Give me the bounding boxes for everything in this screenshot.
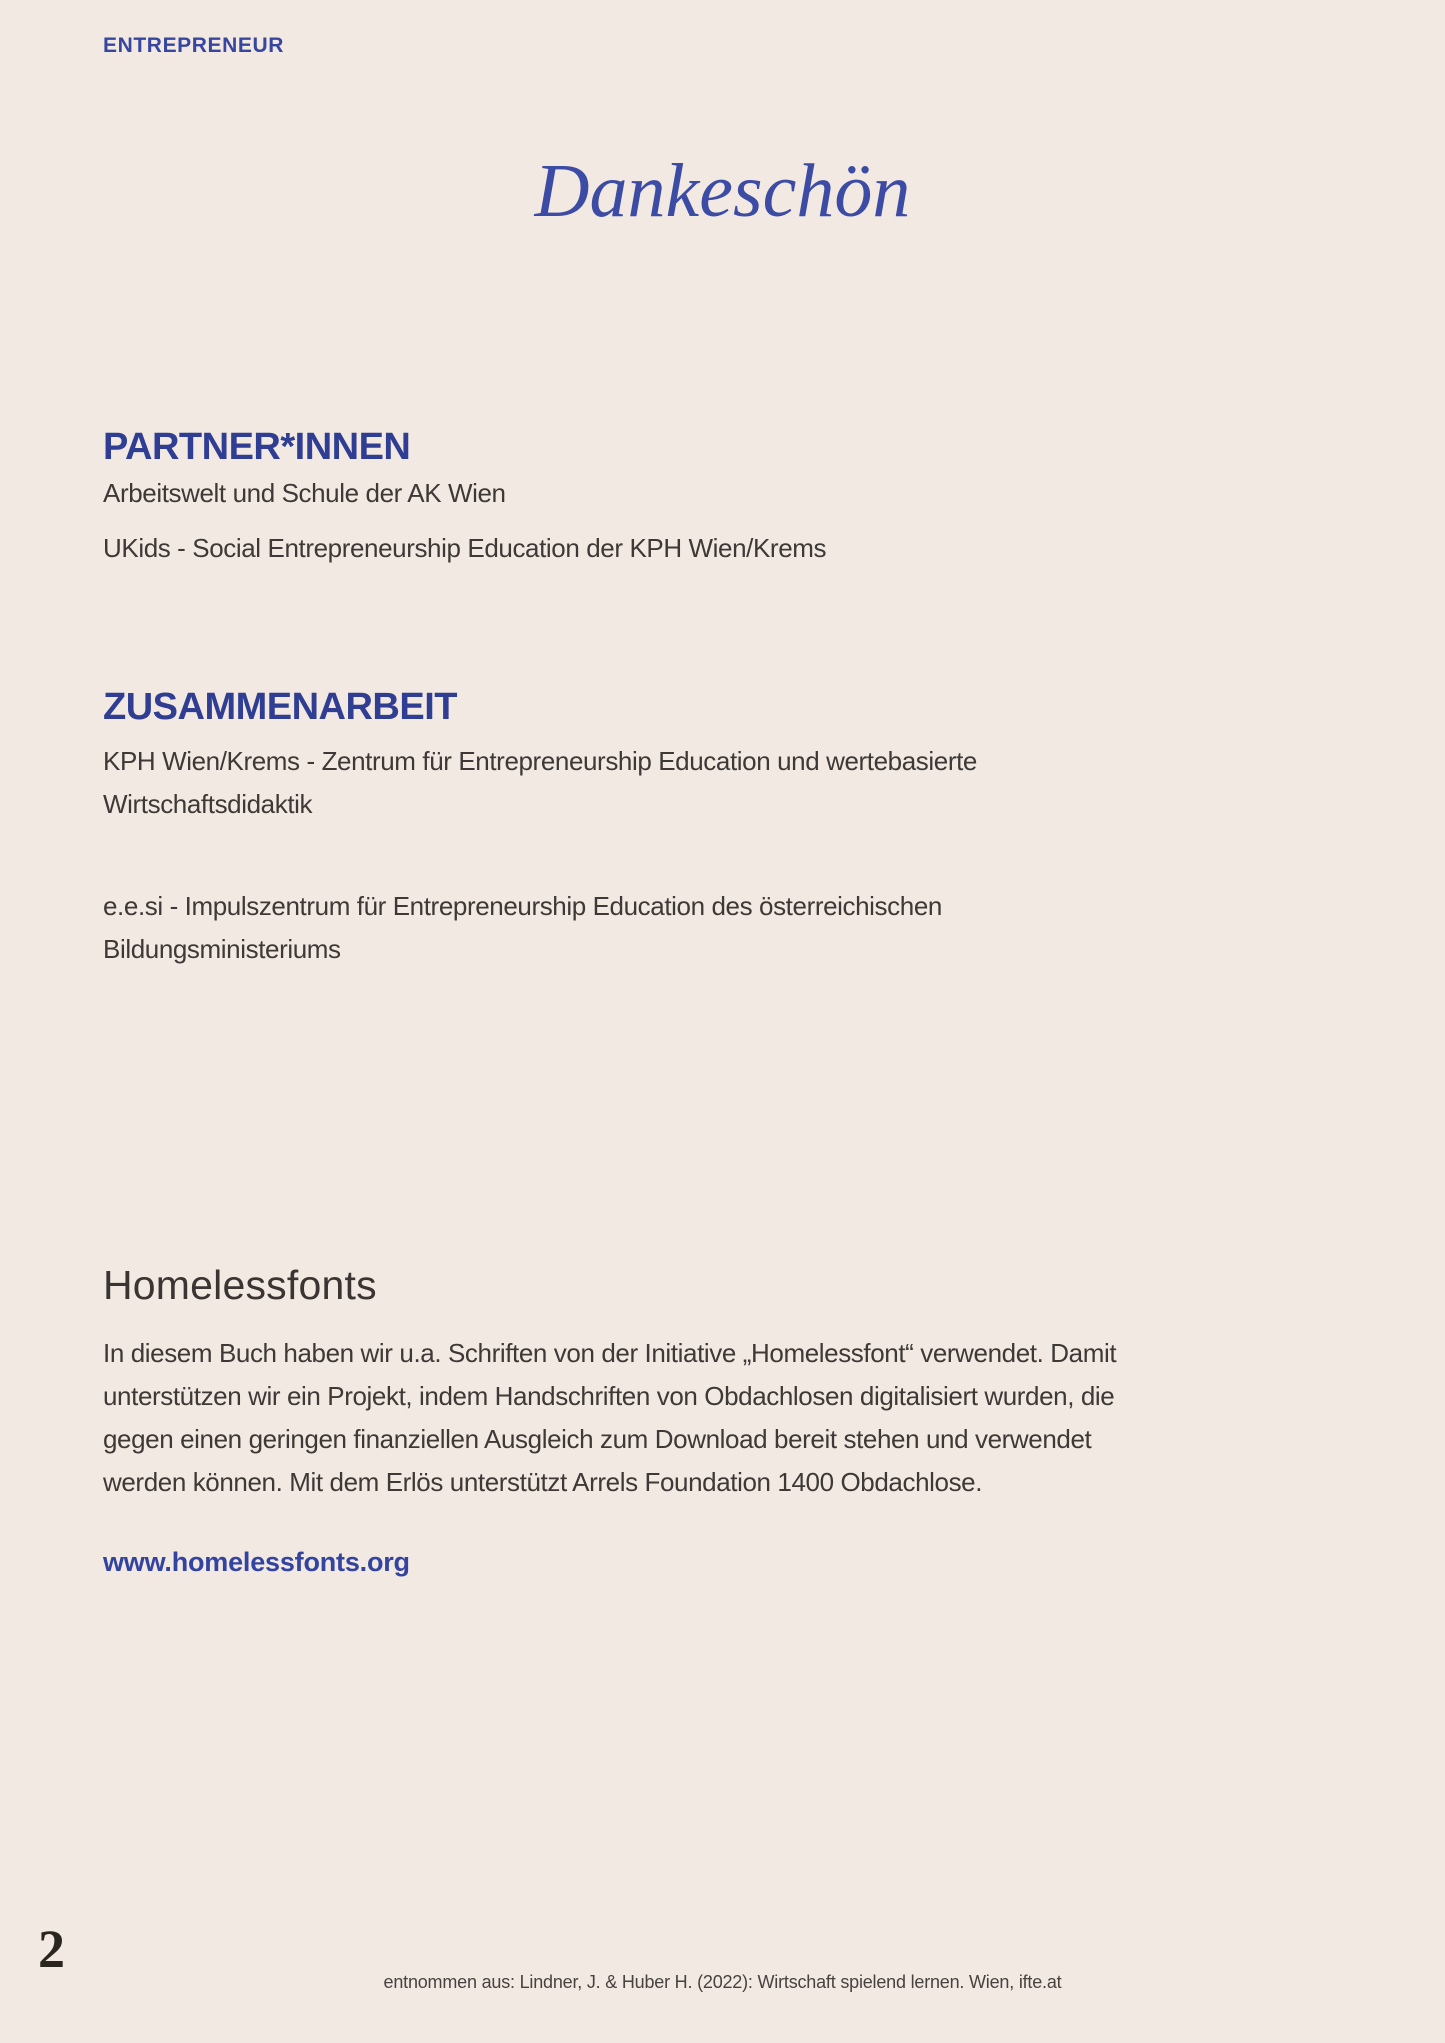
homelessfonts-paragraph (103, 1332, 1116, 1504)
partners-heading: PARTNER*INNEN (103, 426, 411, 468)
footer-source-citation: entnommen aus: Lindner, J. & Huber H. (2022): Wirtschaft spielend lernen. Wien, ifte.at (383, 1972, 1062, 1992)
running-header-label: ENTREPRENEUR (103, 34, 285, 57)
page-number: 2 (38, 1919, 65, 1979)
paragraph-line: KPH Wien/Krems - Zentrum für Entrepreneurship Education und wertebasierte (103, 746, 977, 776)
paragraph-line: gegen einen geringen finanziellen Ausgleich zum Download bereit stehen und verwendet (103, 1424, 1092, 1454)
collaboration-paragraph-kph (103, 740, 977, 826)
paragraph-line: unterstützen wir ein Projekt, indem Handschriften von Obdachlosen digitalisiert wurden, die (103, 1381, 1115, 1411)
paragraph-line: Wirtschaftsdidaktik (103, 789, 313, 819)
collaboration-heading: ZUSAMMENARBEIT (103, 686, 457, 728)
collaboration-paragraph-eesi (103, 885, 942, 971)
homelessfonts-link[interactable]: www.homelessfonts.org (103, 1547, 410, 1577)
partner-item: Arbeitswelt und Schule der AK Wien (103, 478, 506, 508)
paragraph-line: In diesem Buch haben wir u.a. Schriften von der Initiative „Homelessfont“ verwendet. Damit (103, 1338, 1117, 1368)
paragraph-line: werden können. Mit dem Erlös unterstützt Arrels Foundation 1400 Obdachlose. (103, 1467, 983, 1497)
page-title: Dankeschön (534, 149, 911, 233)
partner-item: UKids - Social Entrepreneurship Education der KPH Wien/Krems (103, 533, 827, 563)
paragraph-line: e.e.si - Impulszentrum für Entrepreneurship Education des österreichischen (103, 891, 942, 921)
homelessfonts-heading: Homelessfonts (103, 1262, 377, 1308)
paragraph-line: Bildungsministeriums (103, 934, 341, 964)
